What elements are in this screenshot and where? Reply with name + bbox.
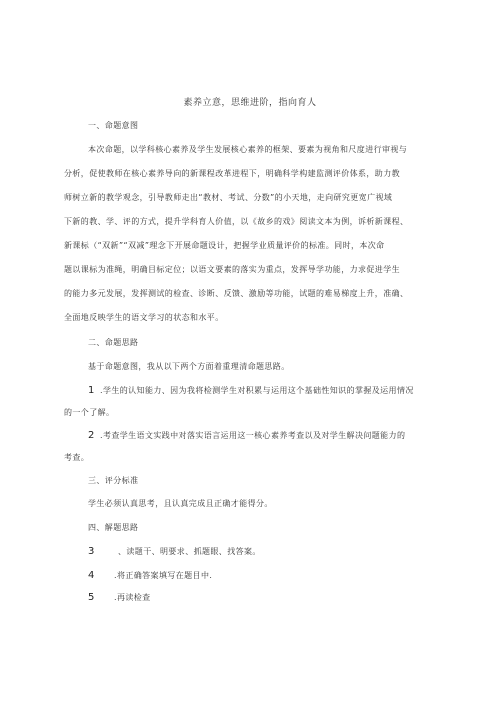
list-item-text: .再读检查 — [114, 593, 151, 602]
paragraph-line: 全面地反映学生的语文学习的状态和水平。 — [64, 313, 224, 322]
list-item-text: 的一个了解。 — [64, 408, 115, 417]
document-title: 素养立意，思维进阶，指向育人 — [183, 98, 317, 108]
list-item-text: .将正确答案填写在题目中. — [114, 571, 213, 580]
paragraph-line: 新课标（“双新”“双减”理念下开展命题设计，把握学业质量评价的标准。同时，本次命 — [64, 241, 385, 250]
list-number: 5 — [88, 592, 95, 603]
list-item-text: 、读题干、明要求、抓题眼、找答案。 — [118, 547, 261, 556]
list-item-text: .学生的认知能力、因为我将检测学生对积累与运用这个基础性知识的掌握及运用情况 — [100, 386, 414, 395]
section-heading-solving: 四、解题思路 — [88, 523, 139, 532]
paragraph-line: 分析，促使教师在核心素养导向的新课程改革进程下，明确科学构建监测评价体系，助力教 — [64, 169, 400, 178]
paragraph-line: 师树立新的教学观念，引导教师走出“教材、考试、分数”的小天地，走向研究更宽广视域 — [64, 193, 393, 202]
list-item-text: 考查。 — [64, 453, 90, 462]
paragraph-line: 本次命题，以学科核心素养及学生发展核心素养的框架、要素为视角和尺度进行审视与 — [88, 145, 408, 154]
paragraph-line: 下新的教、学、评的方式，提升学科育人价值，以《故乡的戏》阅读文本为例，诉析新课程、 — [64, 217, 409, 226]
list-item-text: .考查学生语文实践中对落实语言运用这一核心素养考查以及对学生解决问题能力的 — [100, 431, 406, 440]
section-heading-intent: 一、命题意图 — [88, 121, 139, 130]
paragraph-line: 的能力多元发展，发挥测试的检查、诊断、反馈、激励等功能，试题的难易梯度上升，准确、 — [64, 289, 409, 298]
list-number: 2 — [88, 430, 95, 441]
section-heading-approach: 二、命题思路 — [88, 338, 139, 347]
list-number: 3 — [88, 546, 95, 557]
list-number: 1 — [88, 385, 95, 396]
paragraph-line: 基于命题意图，我从以下两个方面着重理清命题思路。 — [88, 362, 290, 371]
list-number: 4 — [88, 570, 95, 581]
paragraph-line: 学生必须认真思考，且认真完成且正确才能得分。 — [88, 499, 273, 508]
section-heading-scoring: 三、评分标准 — [88, 476, 139, 485]
paragraph-line: 题以课标为准绳，明确目标定位；以语文要素的落实为重点，发挥导学功能，力求促进学生 — [64, 265, 400, 274]
